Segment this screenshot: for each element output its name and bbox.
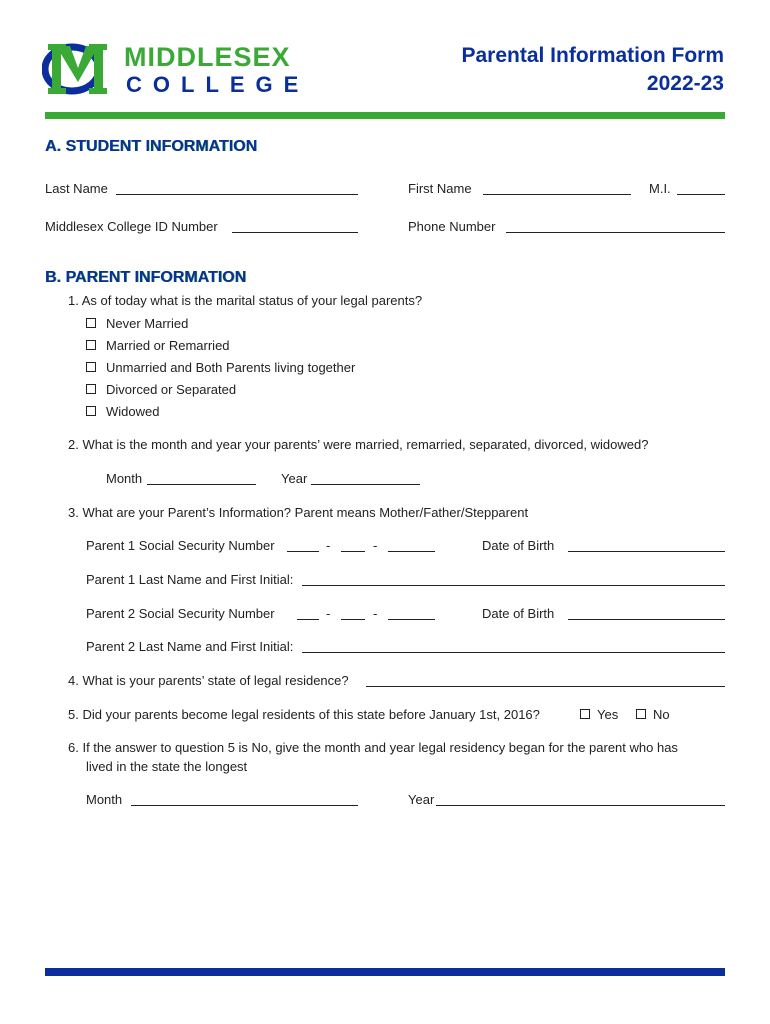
p2-name-field[interactable]: [302, 652, 725, 653]
header-divider: [45, 112, 725, 119]
form-title-line1: Parental Information Form: [461, 44, 724, 67]
p1-name-label: Parent 1 Last Name and First Initial:: [86, 572, 294, 587]
mc-monogram-icon: [42, 42, 114, 96]
option-married: Married or Remarried: [106, 338, 230, 353]
section-b-heading: B. PARENT INFORMATION: [45, 269, 247, 286]
logo-word-college: COLLEGE: [126, 72, 310, 97]
form-title: [461, 42, 724, 98]
option-divorced: Divorced or Separated: [106, 382, 237, 397]
question-1: 1. As of today what is the marital status of your legal parents?: [68, 293, 423, 308]
p2-ssn-dash1: -: [326, 606, 331, 621]
checkbox-unmarried-together[interactable]: [86, 362, 96, 372]
checkbox-yes[interactable]: [580, 709, 590, 719]
form-title-year: 2022-23: [646, 72, 724, 95]
college-logo: [42, 42, 322, 98]
checkbox-married[interactable]: [86, 340, 96, 350]
section-a-heading: A. STUDENT INFORMATION: [45, 138, 258, 155]
question-3: 3. What are your Parent’s Information? Parent means Mother/Father/Stepparent: [68, 505, 529, 520]
p2-name-label: Parent 2 Last Name and First Initial:: [86, 639, 294, 654]
p2-dob-field[interactable]: [568, 619, 725, 620]
p1-dob-field[interactable]: [568, 551, 725, 552]
p1-ssn-dash2: -: [373, 538, 378, 553]
q5-no-label: No: [653, 707, 670, 722]
option-widowed: Widowed: [106, 404, 160, 419]
last-name-field[interactable]: [116, 194, 358, 195]
checkbox-no[interactable]: [636, 709, 646, 719]
p2-ssn-label: Parent 2 Social Security Number: [86, 606, 275, 621]
q6-year-field[interactable]: [436, 805, 725, 806]
q2-month-label: Month: [106, 471, 143, 486]
p2-ssn-part3-field[interactable]: [388, 619, 435, 620]
mi-field[interactable]: [677, 194, 725, 195]
last-name-label: Last Name: [45, 181, 108, 196]
question-4: 4. What is your parents’ state of legal residence?: [68, 673, 349, 688]
p1-ssn-part2-field[interactable]: [341, 551, 365, 552]
question-6-line1: 6. If the answer to question 5 is No, give the month and year legal residency began for the parent who has: [68, 740, 678, 755]
first-name-field[interactable]: [483, 194, 631, 195]
p1-ssn-part3-field[interactable]: [388, 551, 435, 552]
q2-month-field[interactable]: [147, 484, 256, 485]
p2-ssn-dash2: -: [373, 606, 378, 621]
q6-month-field[interactable]: [131, 805, 358, 806]
p2-ssn-part2-field[interactable]: [341, 619, 365, 620]
p1-ssn-part1-field[interactable]: [287, 551, 319, 552]
first-name-label: First Name: [408, 181, 472, 196]
footer-divider: [45, 968, 725, 976]
p1-dob-label: Date of Birth: [482, 538, 555, 553]
q2-year-field[interactable]: [311, 484, 420, 485]
q4-residence-field[interactable]: [366, 686, 725, 687]
checkbox-widowed[interactable]: [86, 406, 96, 416]
q6-month-label: Month: [86, 792, 123, 807]
id-number-label: Middlesex College ID Number: [45, 219, 218, 234]
mi-label: M.I.: [649, 181, 671, 196]
q6-year-label: Year: [408, 792, 435, 807]
p1-name-field[interactable]: [302, 585, 725, 586]
p2-ssn-part1-field[interactable]: [297, 619, 319, 620]
p2-dob-label: Date of Birth: [482, 606, 555, 621]
question-2: 2. What is the month and year your parents’ were married, remarried, separated, divorced, widowed?: [68, 437, 649, 452]
question-6-line2: lived in the state the longest: [86, 759, 248, 774]
phone-field[interactable]: [506, 232, 725, 233]
checkbox-divorced[interactable]: [86, 384, 96, 394]
option-unmarried-together: Unmarried and Both Parents living together: [106, 360, 356, 375]
id-number-field[interactable]: [232, 232, 358, 233]
logo-word-middlesex: MIDDLESEX: [124, 42, 291, 72]
q2-year-label: Year: [281, 471, 308, 486]
p1-ssn-dash1: -: [326, 538, 331, 553]
p1-ssn-label: Parent 1 Social Security Number: [86, 538, 275, 553]
question-5: 5. Did your parents become legal residents of this state before January 1st, 2016?: [68, 707, 540, 722]
phone-label: Phone Number: [408, 219, 496, 234]
checkbox-never-married[interactable]: [86, 318, 96, 328]
option-never-married: Never Married: [106, 316, 189, 331]
q5-yes-label: Yes: [597, 707, 619, 722]
